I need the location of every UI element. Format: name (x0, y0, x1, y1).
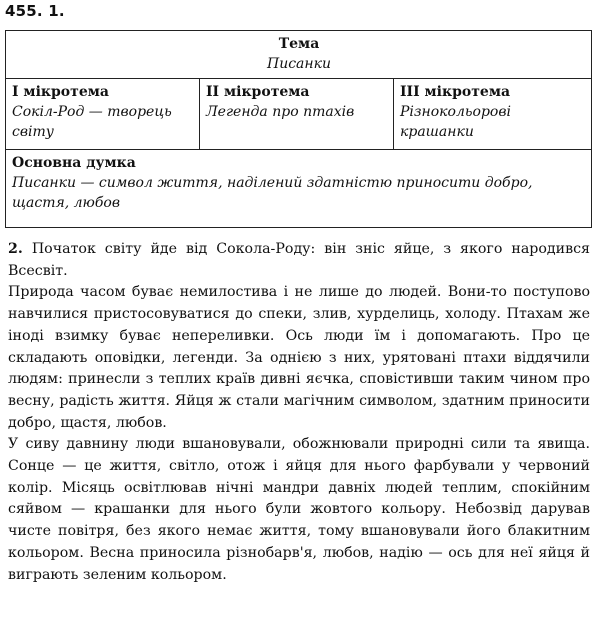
item-number: 2. (8, 241, 23, 257)
microtopic-1-label: І мікротема (12, 84, 109, 100)
microtopic-1-cell (6, 79, 200, 150)
microtopic-2-cell (200, 79, 394, 150)
topic-cell (6, 31, 592, 79)
microtopic-2-label: ІІ мікротема (206, 84, 310, 100)
microtopic-1-text: Сокіл-Род — творець світу (12, 104, 172, 140)
topic-value: Писанки (266, 56, 331, 72)
main-idea-cell (6, 150, 592, 228)
main-idea-text: Писанки — символ життя, наділений здатністю приносити добро, щастя, любов (12, 175, 533, 211)
topic-label: Тема (278, 36, 320, 52)
exercise-heading: 455. 1. (5, 2, 65, 20)
microtopic-3-cell (394, 79, 592, 150)
microtopic-2-text: Легенда про птахів (206, 104, 355, 120)
topic-table (5, 30, 592, 228)
paragraph-2: Природа часом буває немилостива і не лише до людей. Вони-то поступово навчилися пристосовуватися до спеки, злив, хурделиць, холоду. Птахам же іноді взимку буває непереливки. Ось люди їм і допомагають. Про це складають оповідки, легенди. За однією з них, урятовані птахи віддячили людям: принесли з теплих країв дивні яєчка, сповістивши таким чином про весну, радість життя. Яйця ж стали магічним символом, здатним приносити добро, щастя, любов. (8, 284, 590, 431)
main-idea-label: Основна думка (12, 155, 136, 171)
paragraph-3: У сиву давнину люди вшановували, обожнювали природні сили та явища. Сонце — це життя, світло, отож і яйця для нього фарбували у червоний колір. Місяць освітлював нічні мандри давніх людей теплим, спокійним сяйвом — крашанки для нього були жовтого кольору. Небозвід дарував чисте повітря, без якого немає життя, тому вшановували його блакитним кольором. Весна приносила різнобарв'я, любов, надію — ось для неї яйця й виграють зеленим кольором. (8, 436, 590, 583)
microtopic-3-label: ІІІ мікротема (400, 84, 511, 100)
paragraph-1 (8, 239, 590, 282)
body-text (8, 239, 590, 586)
microtopic-3-text: Різнокольорові крашанки (400, 104, 511, 140)
paragraph-1-text: Початок світу йде від Сокола-Роду: він зніс яйце, з якого народився Всесвіт. (8, 241, 590, 279)
